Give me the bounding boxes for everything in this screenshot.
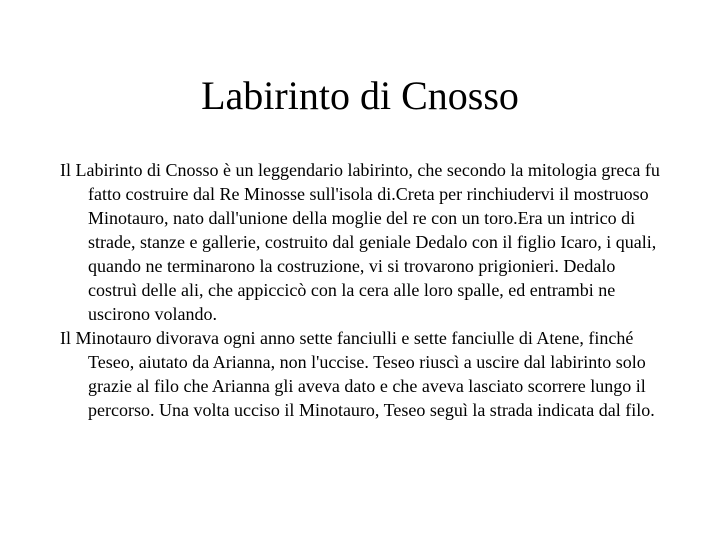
paragraph-minotauro: Il Minotauro divorava ogni anno sette fanciulli e sette fanciulle di Atene, finché Teseo, aiutato da Arianna, non l'uccise. Teseo riuscì a uscire dal labirinto solo grazie al filo che Arianna gli aveva dato e che aveva lasciato scorrere lungo il percorso. Una volta ucciso il Minotauro, Teseo seguì la strada indicata dal filo. [60,328,655,420]
slide-title: Labirinto di Cnosso [201,73,519,118]
slide-body [60,158,660,422]
paragraph-labirinto: Il Labirinto di Cnosso è un leggendario labirinto, che secondo la mitologia greca fu fatto costruire dal Re Minosse sull'isola di.Creta per rinchiudervi il mostruoso Minotauro, nato dall'unione della moglie del re con un toro.Era un intrico di strade, stanze e gallerie, costruito dal geniale Dedalo con il figlio Icaro, i quali, quando ne terminarono la costruzione, vi si trovarono prigionieri. Dedalo costruì delle ali, che appiccicò con la cera alle loro spalle, ed entrambi ne uscirono volando. [60,160,660,324]
